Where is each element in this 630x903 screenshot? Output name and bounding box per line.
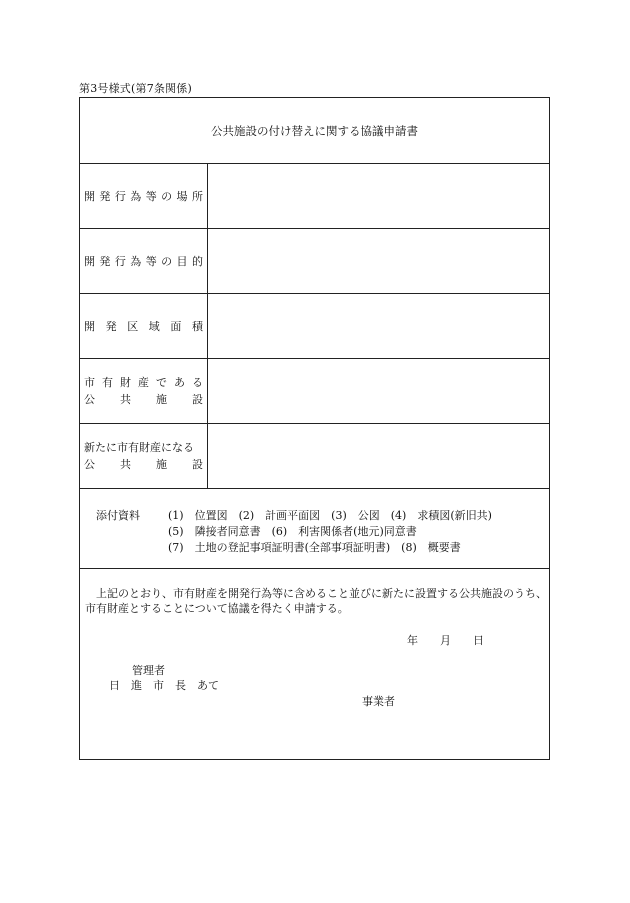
field-value-existing-public-facility[interactable] <box>208 359 549 423</box>
field-label-char: 的 <box>191 254 203 268</box>
field-label-char: 行 <box>114 254 126 268</box>
form-title: 公共施設の付け替えに関する協議申請書 <box>211 123 418 138</box>
request-statement-row <box>80 569 549 759</box>
field-value-new-public-facility[interactable] <box>208 424 549 488</box>
field-label-char: 共 <box>120 393 131 406</box>
field-row-new-public-facility <box>80 424 549 489</box>
field-label-char: で <box>156 376 167 389</box>
field-label-char: 施 <box>156 458 167 471</box>
field-value-development-purpose[interactable] <box>208 229 549 293</box>
applicant-label: 事業者 <box>362 695 395 708</box>
field-label-char: 公 <box>84 458 95 471</box>
field-label-char: 発 <box>105 319 117 333</box>
field-label-char: の <box>161 254 173 268</box>
field-value-development-area[interactable] <box>208 294 549 358</box>
field-label-char: 新たに市有財産になる <box>84 441 194 454</box>
field-label-char: 所 <box>191 189 203 203</box>
field-label-new-public-facility <box>80 424 208 488</box>
attachments-line-2: (5) 隣接者同意書 (6) 利害関係者(地元)同意書 <box>168 525 417 538</box>
field-label-char: 施 <box>156 393 167 406</box>
field-label-char: 行 <box>114 189 126 203</box>
field-label-char: 設 <box>192 393 203 406</box>
field-label-char: 積 <box>191 319 203 333</box>
field-label-char: 区 <box>127 319 139 333</box>
form-number: 第3号様式(第7条関係) <box>79 82 192 95</box>
field-row-development-area <box>80 294 549 359</box>
field-label-char: 域 <box>148 319 160 333</box>
field-label-line <box>84 253 203 270</box>
manager-label: 管理者 <box>132 664 165 677</box>
field-label-char: 為 <box>130 189 142 203</box>
field-label-char: 産 <box>138 376 149 389</box>
field-label-line <box>84 374 203 391</box>
field-label-char: 発 <box>99 189 111 203</box>
attachments-heading: 添付資料 <box>96 509 140 522</box>
request-statement: 上記のとおり、市有財産を開発行為等に含めること並びに新たに設置する公共施設のうち、市有財産とすることについて協議を得たく申請する。 <box>85 587 547 615</box>
attachments-line-3: (7) 土地の登記事項証明書(全部事項証明書) (8) 概要書 <box>168 541 461 554</box>
field-label-char: 等 <box>145 189 157 203</box>
field-label-char: の <box>161 189 173 203</box>
attachments-row <box>80 489 549 569</box>
field-label-char: 共 <box>120 458 131 471</box>
field-label-line <box>84 318 203 335</box>
field-label-char: 財 <box>120 376 131 389</box>
attachments-line-1: (1) 位置図 (2) 計画平面図 (3) 公図 (4) 求積図(新旧共) <box>168 509 492 522</box>
field-label-char: 市 <box>84 376 95 389</box>
field-label-char: 設 <box>192 458 203 471</box>
field-label-line <box>84 391 203 408</box>
field-label-char: あ <box>174 376 185 389</box>
field-label-char: 面 <box>170 319 182 333</box>
field-row-development-location <box>80 164 549 229</box>
field-label-char: 開 <box>84 189 95 203</box>
field-row-existing-public-facility <box>80 359 549 424</box>
field-label-char: 為 <box>130 254 142 268</box>
field-value-development-location[interactable] <box>208 164 549 228</box>
field-label-line <box>84 188 203 205</box>
application-form-table <box>79 97 550 760</box>
field-label-development-purpose <box>80 229 208 293</box>
field-label-development-location <box>80 164 208 228</box>
field-label-existing-public-facility <box>80 359 208 423</box>
field-label-char: 開 <box>84 254 95 268</box>
addressee-label: 日 進 市 長 あて <box>109 679 219 692</box>
form-title-row <box>80 98 549 164</box>
field-label-development-area <box>80 294 208 358</box>
field-label-char: 発 <box>99 254 111 268</box>
field-label-char: 場 <box>176 189 188 203</box>
field-label-char: 公 <box>84 393 95 406</box>
field-label-char: る <box>192 376 203 389</box>
field-label-char: 等 <box>145 254 157 268</box>
date-line: 年 月 日 <box>407 634 484 647</box>
field-label-char: 目 <box>176 254 188 268</box>
field-row-development-purpose <box>80 229 549 294</box>
field-label-char: 開 <box>84 319 95 333</box>
field-label-line <box>84 439 203 456</box>
field-label-line <box>84 456 203 473</box>
field-label-char: 有 <box>102 376 113 389</box>
